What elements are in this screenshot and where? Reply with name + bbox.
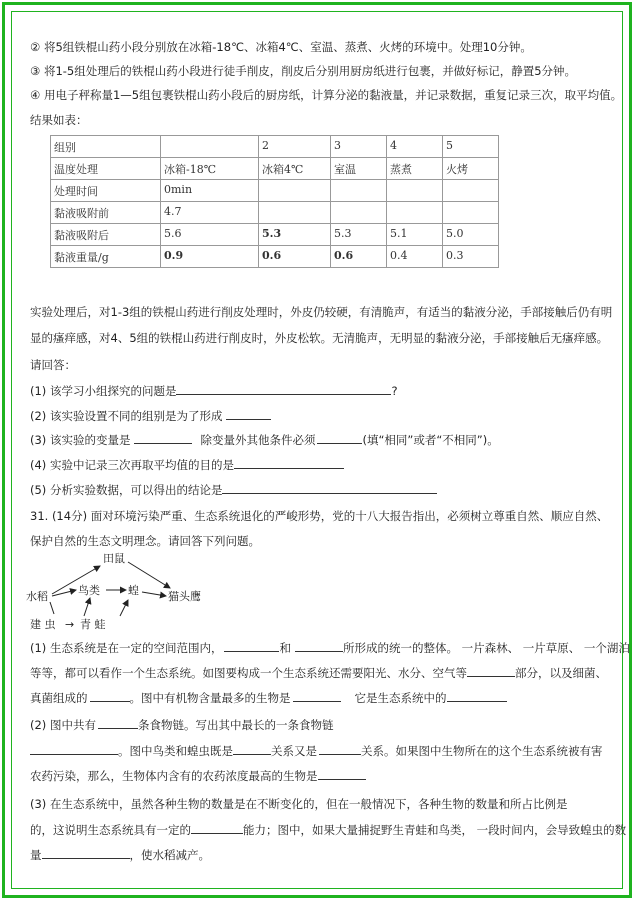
organism-field-mouse: 田鼠	[103, 552, 125, 565]
part3-line-3	[30, 847, 210, 862]
table-cell: 火烤	[443, 158, 499, 180]
table-cell: 0.9	[161, 246, 259, 268]
part2-text-d: 关系又是	[271, 744, 317, 758]
answer-blank[interactable]	[319, 743, 361, 755]
part1-line-3	[30, 690, 507, 705]
answer-blank[interactable]	[317, 432, 362, 444]
organism-locust: 蝗	[128, 584, 139, 597]
part3-text-b: 的，这说明生态系统具有一定的	[30, 823, 191, 837]
table-cell: 0min	[161, 180, 259, 202]
table-row	[51, 224, 499, 246]
table-cell: 5	[443, 136, 499, 158]
part1-text-g: 。图中有机物含量最多的生物是	[129, 691, 291, 705]
table-cell: 4	[387, 136, 443, 158]
part2-text-a: (2) 图中共有	[30, 718, 96, 732]
part1-line-2	[30, 665, 607, 680]
answer-blank[interactable]	[191, 822, 243, 834]
answer-blank[interactable]	[224, 640, 279, 652]
answer-blank[interactable]	[467, 665, 515, 677]
answer-blank[interactable]	[42, 847, 130, 859]
question-1-text: (1) 该学习小组探究的问题是	[30, 384, 177, 398]
part1-text-c: 所形成的统一的整体。 一片森林、 一片草原、 一个湖泊	[342, 641, 630, 655]
question-3-text-a: (3) 该实验的变量是	[30, 433, 131, 447]
question-2-text: (2) 该实验设置不同的组别是为了形成	[30, 409, 223, 423]
part3-text-c: 能力；图中，如果大量捕捉野生青蛙和鸟类， 一段时间内，会导致蝗虫的数	[243, 823, 627, 837]
part3-text-d: 量	[30, 848, 42, 862]
table-cell: 5.3	[259, 224, 331, 246]
table-row	[51, 158, 499, 180]
part1-text-f: 真菌组成的	[30, 691, 88, 705]
table-row-header: 处理时间	[51, 180, 161, 202]
table-row-header: 黏液重量/g	[51, 246, 161, 268]
arrow-rice-to-insect	[50, 602, 54, 614]
step-2: ② 将5组铁棍山药小段分别放在冰箱-18℃、冰箱4℃、室温、蒸煮、火烤的环境中。处理10分钟。	[30, 40, 532, 54]
table-cell: 0.6	[259, 246, 331, 268]
table-cell: 蒸煮	[387, 158, 443, 180]
answer-blank[interactable]	[234, 457, 344, 469]
answer-blank[interactable]	[226, 408, 271, 420]
part1-text-e: 部分，以及细菌、	[515, 666, 607, 680]
question-3-text-c: (填“相同”或者“不相同”)。	[362, 433, 499, 447]
part2-text-c: 。图中鸟类和蝗虫既是	[118, 744, 233, 758]
organism-frog: 青 蛙	[80, 618, 106, 631]
step-3: ③ 将1-5组处理后的铁棍山药小段进行徒手削皮，削皮后分别用厨房纸进行包裹，并做好标记，静置5分钟。	[30, 64, 577, 78]
table-cell: 冰箱4℃	[259, 158, 331, 180]
arrow-locust-to-owl	[142, 592, 166, 596]
answer-blank[interactable]	[293, 690, 341, 702]
table-row	[51, 202, 499, 224]
table-cell: 冰箱-18℃	[161, 158, 259, 180]
table-cell: 5.6	[161, 224, 259, 246]
question-3-text-b: 除变量外其他条件必须	[200, 433, 316, 447]
food-web-diagram	[20, 550, 220, 635]
organism-bird: 鸟类	[78, 584, 100, 597]
table-cell	[443, 202, 499, 224]
organism-owl: 猫头鹰	[168, 590, 201, 603]
result-intro: 结果如表：	[30, 113, 88, 127]
table-cell: 2	[259, 136, 331, 158]
question-1-end: ?	[391, 384, 398, 398]
answer-blank[interactable]	[90, 690, 130, 702]
table-row-header: 组别	[51, 136, 161, 158]
table-cell: 室温	[331, 158, 387, 180]
arrow-frog-to-locust	[120, 600, 128, 616]
answer-blank[interactable]	[134, 432, 192, 444]
part1-text-d: 等等，都可以看作一个生态系统。如图要构成一个生态系统还需要阳光、水分、空气等	[30, 666, 467, 680]
table-cell: 5.0	[443, 224, 499, 246]
table-cell: 0.3	[443, 246, 499, 268]
table-row-header: 黏液吸附前	[51, 202, 161, 224]
answer-blank[interactable]	[98, 717, 138, 729]
part2-text-e: 关系。如果图中生物所在的这个生态系统被有害	[361, 744, 603, 758]
answer-blank[interactable]	[295, 640, 343, 652]
table-cell	[387, 202, 443, 224]
question-5-text: (5) 分析实验数据，可以得出的结论是	[30, 483, 223, 497]
question-2	[30, 408, 271, 423]
table-cell: 0.4	[387, 246, 443, 268]
part1-line-1	[30, 640, 630, 655]
table-cell: 0.6	[331, 246, 387, 268]
arrow-rice-to-bird	[52, 590, 76, 596]
table-cell: 3	[331, 136, 387, 158]
question-1	[30, 383, 398, 398]
table-cell	[387, 180, 443, 202]
organism-insect: 建 虫	[30, 618, 56, 631]
part3-line-2	[30, 822, 626, 837]
result-table	[50, 135, 499, 268]
question-4-text: (4) 实验中记录三次再取平均值的目的是	[30, 458, 234, 472]
question-4	[30, 457, 344, 472]
table-cell: 5.1	[387, 224, 443, 246]
answer-blank[interactable]	[318, 768, 366, 780]
part1-text-a: (1) 生态系统是在一定的空间范围内，	[30, 641, 223, 655]
answer-blank[interactable]	[30, 743, 118, 755]
part1-text-h: 它是生态系统中的	[354, 691, 447, 705]
arrow-frog-to-bird	[84, 598, 90, 616]
q31-line-2: 保护自然的生态文明理念。请回答下列问题。	[30, 534, 260, 548]
observation-line-2: 显的瘙痒感，对4、5组的铁棍山药进行削皮时，外皮松软。无清脆声，无明显的黏液分泌，手部接触后无瘙痒感。	[30, 331, 609, 345]
question-3	[30, 432, 499, 447]
observation-line-1: 实验处理后，对1-3组的铁棍山药进行削皮处理时，外皮仍较硬，有清脆声，有适当的黏液分泌，手部接触后仍有明	[30, 305, 613, 319]
answer-blank[interactable]	[222, 482, 437, 494]
part2-line-3	[30, 768, 366, 783]
question-5	[30, 482, 437, 497]
table-row	[51, 246, 499, 268]
answer-blank[interactable]	[176, 383, 391, 395]
table-cell	[331, 202, 387, 224]
table-cell	[161, 136, 259, 158]
table-cell: 4.7	[161, 202, 259, 224]
table-row-header: 黏液吸附后	[51, 224, 161, 246]
table-cell	[331, 180, 387, 202]
table-row-header: 温度处理	[51, 158, 161, 180]
part2-line-1	[30, 717, 333, 732]
part3-line-1: (3) 在生态系统中，虽然各种生物的数量是在不断变化的，但在一般情况下，各种生物的数量和所占比例是	[30, 797, 568, 811]
part1-text-b: 和	[279, 641, 291, 655]
table-cell	[259, 180, 331, 202]
organism-rice: 水稻	[26, 590, 48, 603]
part2-text-b: 条食物链。写出其中最长的一条食物链	[137, 718, 334, 732]
table-row	[51, 136, 499, 158]
questions-intro: 请回答：	[30, 358, 76, 372]
part2-line-2	[30, 743, 603, 758]
q31-line-1: 31. (14分) 面对环境污染严重、生态系统退化的严峻形势，党的十八大报告指出，必须树立尊重自然、顺应自然、	[30, 509, 609, 523]
part2-text-f: 农药污染，那么，生物体内含有的农药浓度最高的生物是	[30, 769, 318, 783]
insect-frog-arrow: →	[65, 618, 75, 631]
answer-blank[interactable]	[233, 743, 271, 755]
table-cell	[443, 180, 499, 202]
table-row	[51, 180, 499, 202]
table-cell: 5.3	[331, 224, 387, 246]
step-4: ④ 用电子秤称量1—5组包裹铁棍山药小段后的厨房纸，计算分泌的黏液量，并记录数据，重复记录三次，取平均值。	[30, 88, 623, 102]
table-cell	[259, 202, 331, 224]
answer-blank[interactable]	[447, 690, 507, 702]
part3-text-e: ，使水稻减产。	[129, 848, 210, 862]
